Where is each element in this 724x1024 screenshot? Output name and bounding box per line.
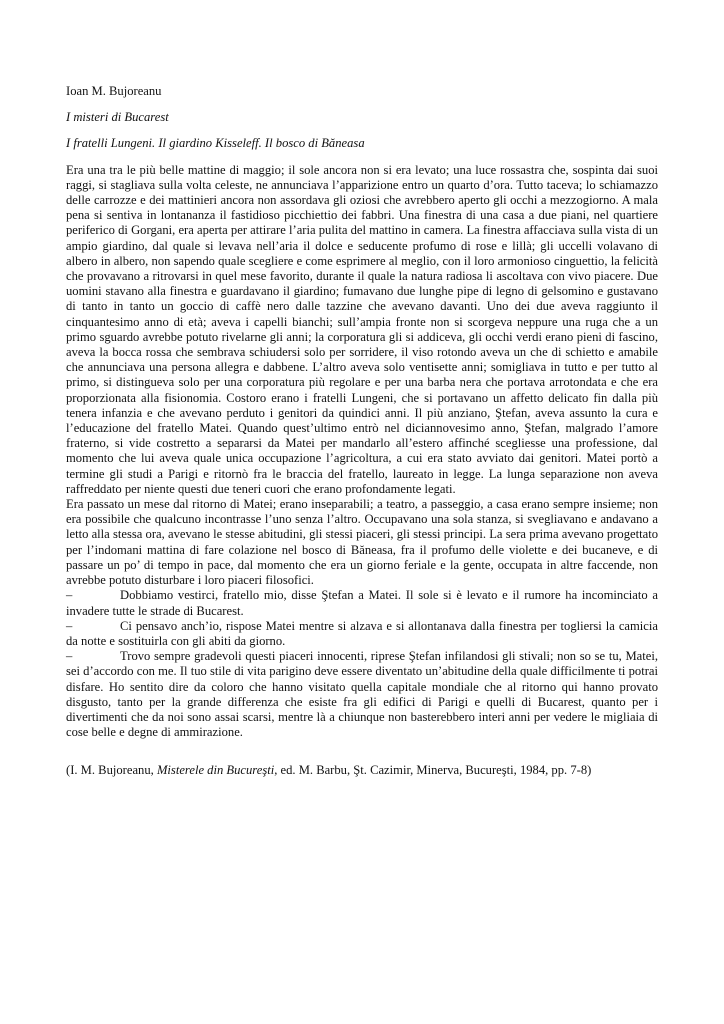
dialogue-dash: – xyxy=(66,649,73,664)
dialogue-line xyxy=(66,588,658,618)
dialogue-line xyxy=(66,649,658,740)
dialogue-text: Trovo sempre gradevoli questi piaceri innocenti, riprese Ştefan infilandosi gli stivali; non so se tu, Matei, sei d’accordo con me. Il tuo stile di vita parigino deve essere diventato un’abitudine della quale difficilmente ti potrai disfare. Ho sentito dire da coloro che hanno visitato quella capitale mondiale che al ritorno qui hanno provato disgusto, tanto per la grande differenza che esiste fra gli edifici di Parigi e quelli di Bucarest, quanto per i divertimenti che da noi sono assai scarsi, mentre là a chiunque non basterebbero interi anni per vedere le migliaia di cose belle e degne di ammirazione. xyxy=(66,649,658,740)
author-name: Ioan M. Bujoreanu xyxy=(66,84,162,98)
source-citation xyxy=(66,763,658,778)
dialogue-text: Dobbiamo vestirci, fratello mio, disse Ştefan a Matei. Il sole si è levato e il rumore ha incominciato a invadere tutte le strade di Bucarest. xyxy=(66,588,658,618)
paragraph: Era passato un mese dal ritorno di Matei; erano inseparabili; a teatro, a passeggio, a casa erano sempre insieme; non era possibile che qualcuno incontrasse l’uno senza l’altro. Occupavano una sola stanza, si svegliavano e andavano a letto alla stessa ora, avevano le stesse abitudini, gli stessi piaceri, gli stessi principi. La sera prima avevano progettato per l’indomani mattina di fare colazione nel bosco di Băneasa, fra il profumo delle violette e dei bucaneve, e di passare un po’ di tempo in pace, dal momento che era un giorno feriale e la gente, occupata in altre faccende, non avrebbe potuto disturbare i loro piaceri filosofici. xyxy=(66,497,658,588)
chapter-title: I fratelli Lungeni. Il giardino Kisseleff. Il bosco di Băneasa xyxy=(66,136,365,151)
dialogue-text: Ci pensavo anch’io, rispose Matei mentre si alzava e si allontanava dalla finestra per togliersi la camicia da notte e sostituirla con gli abiti da giorno. xyxy=(66,618,658,648)
dialogue-line xyxy=(66,619,658,649)
citation-work-title: Misterele din Bucureşti xyxy=(156,763,275,778)
citation-suffix: , ed. M. Barbu, Şt. Cazimir, Minerva, Bucureşti, 1984, pp. 7-8) xyxy=(274,763,592,778)
book-title: I misteri di Bucarest xyxy=(66,110,169,125)
citation-prefix: (I. M. Bujoreanu, xyxy=(66,763,157,778)
body-text xyxy=(66,163,658,741)
paragraph: Era una tra le più belle mattine di maggio; il sole ancora non si era levato; una luce rossastra che, sospinta dai suoi raggi, si stagliava sulla volta celeste, ne annunciava l’apparizione entro un quarto d’ora. Tutto taceva; lo schiamazzo delle carrozze e dei mattinieri ancora non assordava gli oziosi che avrebbero aperto gli occhi a mezzogiorno. A mala pena si sentiva in lontananza il fastidioso picchiettio dei fabbri. Una finestra di una casa a due piani, nel quartiere periferico di Gorgani, era aperta per attirare l’aria pulita del mattino in camera. La finestra affacciava sulla vista di un ampio giardino, dal quale si levava nell’aria il dolce e seducente profumo di rose e lillà; gli uccelli volavano di albero in albero, non sapendo quale scegliere e come esprimere al meglio, con il loro armonioso cinguettio, la felicità che provavano a ritrovarsi in quel mese favorito, durante il quale la natura radiosa li ascoltava con vivo piacere. Due uomini stavano alla finestra e guardavano il giardino; fumavano due lunghe pipe di legno di gelsomino e gustavano di tanto in tanto un goccio di caffè nero dalle tazzine che avevano davanti. Uno dei due aveva raggiunto il cinquantesimo anno di età; aveva i capelli bianchi; sull’ampia fronte non si scorgeva neppure una ruga che a un primo sguardo avrebbe potuto rivelarne gli anni; la corporatura gli si addiceva, gli occhi verdi erano pieni di fascino, aveva la bocca rossa che sembrava schiudersi solo per sorridere, il viso rotondo aveva un che di schietto e amabile che annunciava una persona allegra e dabbene. L’altro aveva solo ventisette anni; somigliava in tutto e per tutto al primo, si distingueva solo per una corporatura più regolare e per una barba nera che portava arrotondata e che era proporzionata alla fisionomia. Costoro erano i fratelli Lungeni, che si portavano un affetto delicato fin dalla più tenera infanzia e che avevano perduto i genitori da quindici anni. Il più anziano, Ştefan, aveva assunto la cura e l’educazione del fratello Matei. Quando quest’ultimo entrò nel diciannovesimo anno, Ştefan, malgrado l’amore fraterno, si vide costretto a separarsi da Matei per mandarlo all’estero affinché scegliesse una professione, dal momento che lui aveva quale unica occupazione l’agricoltura, a cui era stato avviato dai genitori. Matei portò a termine gli studi a Parigi e ritornò fra le braccia del fratello, laureato in legge. La lunga separazione non aveva raffreddato per niente questi due teneri cuori che erano profondamente legati. xyxy=(66,162,658,496)
dialogue-dash: – xyxy=(66,618,73,633)
dialogue-dash: – xyxy=(66,588,73,603)
